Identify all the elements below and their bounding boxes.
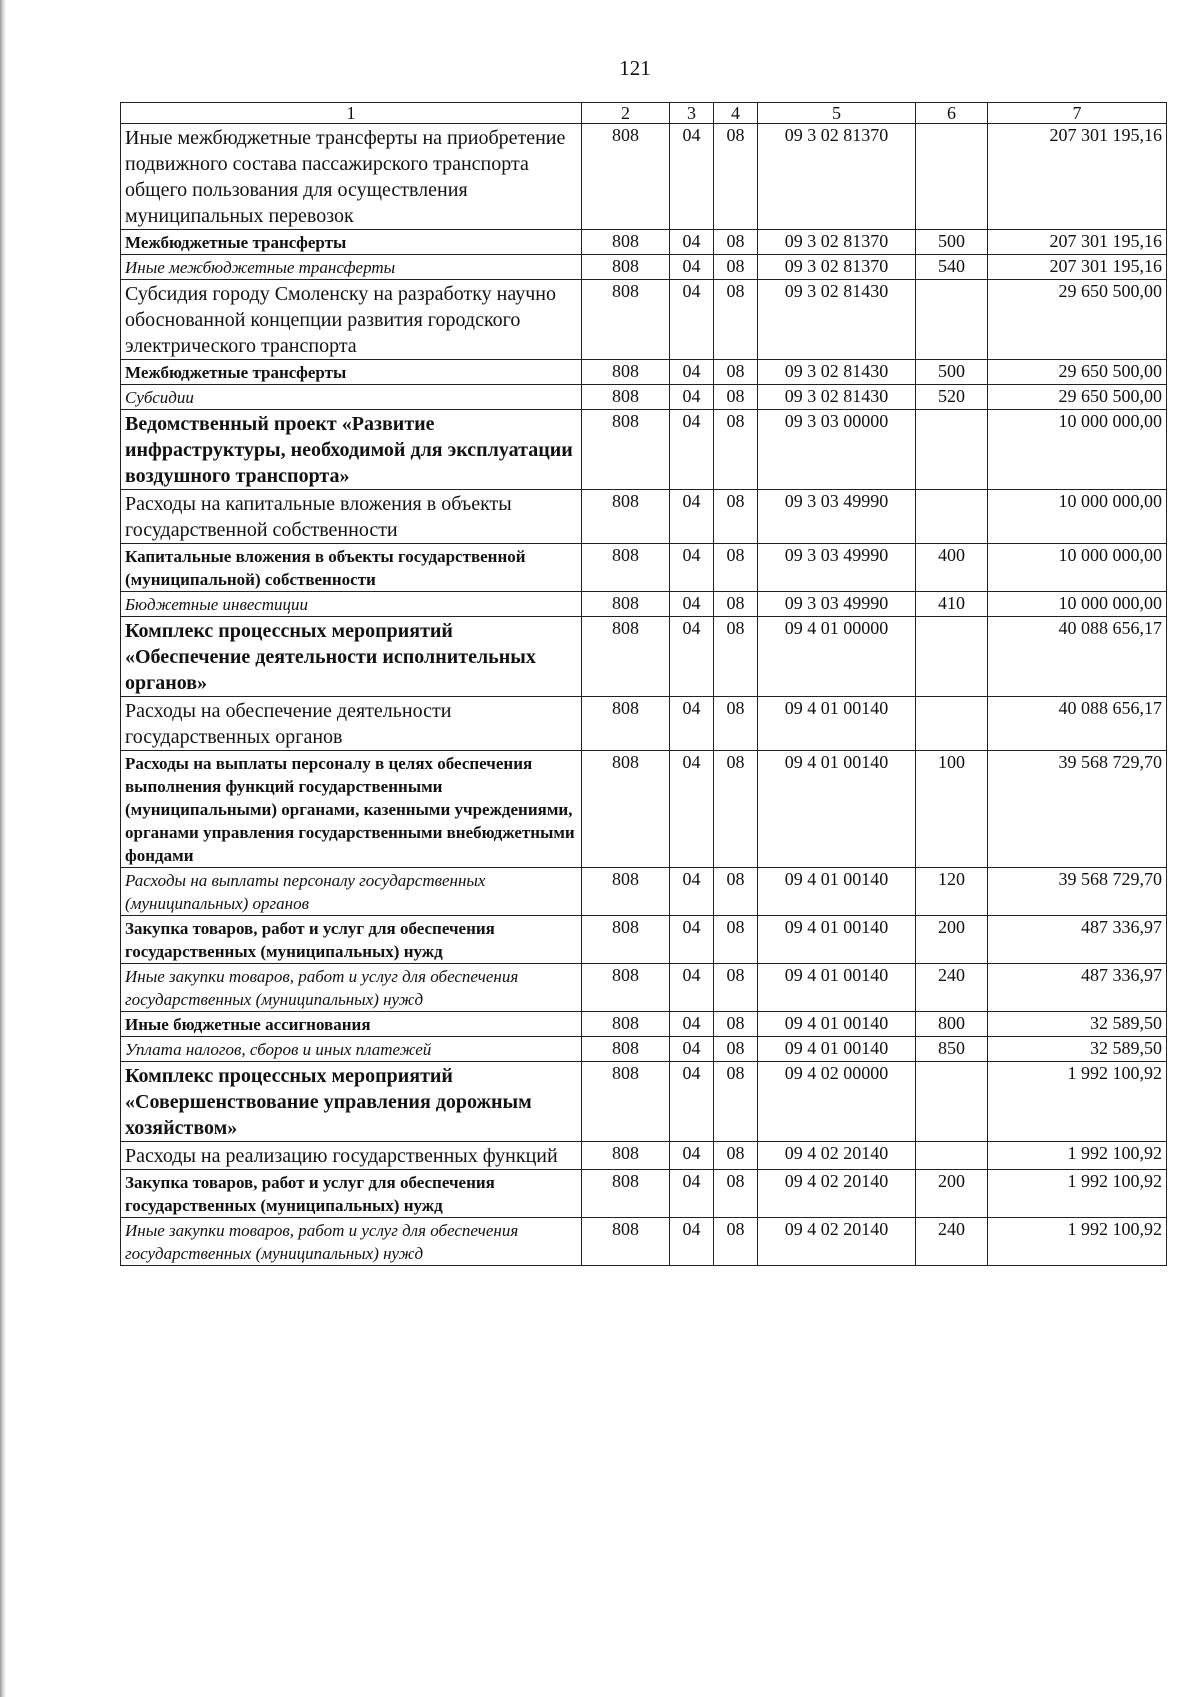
ministry-code-cell: 808 <box>582 230 670 255</box>
expense-type-code-cell: 500 <box>916 360 988 385</box>
row-name-cell: Закупка товаров, работ и услуг для обеспечения государственных (муниципальных) нужд <box>121 916 582 964</box>
amount-cell: 10 000 000,00 <box>988 544 1167 592</box>
target-article-code-cell: 09 4 01 00140 <box>758 1012 916 1037</box>
section-code-cell: 04 <box>670 868 714 916</box>
ministry-code-cell: 808 <box>582 385 670 410</box>
ministry-code-cell: 808 <box>582 255 670 280</box>
amount-cell: 29 650 500,00 <box>988 360 1167 385</box>
subsection-code-cell: 08 <box>714 230 758 255</box>
expense-type-code-cell: 240 <box>916 1218 988 1266</box>
header-row <box>121 103 1167 124</box>
table-row <box>121 868 1167 916</box>
subsection-code-cell: 08 <box>714 751 758 868</box>
section-code-cell: 04 <box>670 124 714 230</box>
row-name-cell: Ведомственный проект «Развитие инфраструктуры, необходимой для эксплуатации воздушного транспорта» <box>121 410 582 490</box>
header-cell: 6 <box>916 103 988 124</box>
expense-type-code-cell <box>916 124 988 230</box>
ministry-code-cell: 808 <box>582 544 670 592</box>
row-name-cell: Комплекс процессных мероприятий «Совершенствование управления дорожным хозяйством» <box>121 1062 582 1142</box>
subsection-code-cell: 08 <box>714 964 758 1012</box>
section-code-cell: 04 <box>670 964 714 1012</box>
target-article-code-cell: 09 3 03 49990 <box>758 544 916 592</box>
target-article-code-cell: 09 4 01 00140 <box>758 697 916 751</box>
section-code-cell: 04 <box>670 1218 714 1266</box>
expense-type-code-cell: 200 <box>916 916 988 964</box>
table-row <box>121 916 1167 964</box>
subsection-code-cell: 08 <box>714 592 758 617</box>
row-name-cell: Расходы на обеспечение деятельности государственных органов <box>121 697 582 751</box>
header-cell: 3 <box>670 103 714 124</box>
ministry-code-cell: 808 <box>582 360 670 385</box>
ministry-code-cell: 808 <box>582 697 670 751</box>
amount-cell: 10 000 000,00 <box>988 592 1167 617</box>
table-row <box>121 1142 1167 1170</box>
amount-cell: 32 589,50 <box>988 1037 1167 1062</box>
target-article-code-cell: 09 4 01 00140 <box>758 964 916 1012</box>
target-article-code-cell: 09 3 02 81430 <box>758 385 916 410</box>
target-article-code-cell: 09 4 01 00140 <box>758 868 916 916</box>
page-number: 121 <box>619 56 651 80</box>
amount-cell: 10 000 000,00 <box>988 490 1167 544</box>
expense-type-code-cell: 400 <box>916 544 988 592</box>
row-name-cell: Иные бюджетные ассигнования <box>121 1012 582 1037</box>
section-code-cell: 04 <box>670 1037 714 1062</box>
expense-type-code-cell: 800 <box>916 1012 988 1037</box>
section-code-cell: 04 <box>670 1142 714 1170</box>
table-row <box>121 385 1167 410</box>
ministry-code-cell: 808 <box>582 1170 670 1218</box>
section-code-cell: 04 <box>670 490 714 544</box>
table-row <box>121 544 1167 592</box>
table-row <box>121 1037 1167 1062</box>
section-code-cell: 04 <box>670 697 714 751</box>
header-cell: 2 <box>582 103 670 124</box>
row-name-cell: Иные закупки товаров, работ и услуг для обеспечения государственных (муниципальных) нужд <box>121 1218 582 1266</box>
expense-type-code-cell: 500 <box>916 230 988 255</box>
target-article-code-cell: 09 3 02 81430 <box>758 280 916 360</box>
table-row <box>121 255 1167 280</box>
section-code-cell: 04 <box>670 1012 714 1037</box>
expense-type-code-cell <box>916 1142 988 1170</box>
row-name-cell: Уплата налогов, сборов и иных платежей <box>121 1037 582 1062</box>
header-cell: 1 <box>121 103 582 124</box>
target-article-code-cell: 09 3 02 81370 <box>758 255 916 280</box>
subsection-code-cell: 08 <box>714 1170 758 1218</box>
subsection-code-cell: 08 <box>714 124 758 230</box>
target-article-code-cell: 09 4 02 20140 <box>758 1218 916 1266</box>
ministry-code-cell: 808 <box>582 1062 670 1142</box>
section-code-cell: 04 <box>670 230 714 255</box>
ministry-code-cell: 808 <box>582 751 670 868</box>
table-row <box>121 617 1167 697</box>
expense-type-code-cell: 410 <box>916 592 988 617</box>
table-row <box>121 964 1167 1012</box>
amount-cell: 29 650 500,00 <box>988 280 1167 360</box>
ministry-code-cell: 808 <box>582 1012 670 1037</box>
section-code-cell: 04 <box>670 255 714 280</box>
subsection-code-cell: 08 <box>714 1012 758 1037</box>
table-row <box>121 360 1167 385</box>
table-row <box>121 280 1167 360</box>
subsection-code-cell: 08 <box>714 360 758 385</box>
section-code-cell: 04 <box>670 1062 714 1142</box>
expense-type-code-cell <box>916 1062 988 1142</box>
section-code-cell: 04 <box>670 410 714 490</box>
expense-type-code-cell: 100 <box>916 751 988 868</box>
table-row <box>121 1062 1167 1142</box>
subsection-code-cell: 08 <box>714 490 758 544</box>
amount-cell: 29 650 500,00 <box>988 385 1167 410</box>
row-name-cell: Закупка товаров, работ и услуг для обеспечения государственных (муниципальных) нужд <box>121 1170 582 1218</box>
section-code-cell: 04 <box>670 385 714 410</box>
ministry-code-cell: 808 <box>582 280 670 360</box>
ministry-code-cell: 808 <box>582 124 670 230</box>
ministry-code-cell: 808 <box>582 617 670 697</box>
row-name-cell: Расходы на реализацию государственных функций <box>121 1142 582 1170</box>
target-article-code-cell: 09 3 02 81370 <box>758 124 916 230</box>
section-code-cell: 04 <box>670 1170 714 1218</box>
ministry-code-cell: 808 <box>582 1037 670 1062</box>
subsection-code-cell: 08 <box>714 868 758 916</box>
table-row <box>121 230 1167 255</box>
row-name-cell: Иные закупки товаров, работ и услуг для обеспечения государственных (муниципальных) нужд <box>121 964 582 1012</box>
budget-table <box>120 102 1167 1266</box>
target-article-code-cell: 09 4 02 00000 <box>758 1062 916 1142</box>
expense-type-code-cell <box>916 697 988 751</box>
target-article-code-cell: 09 4 01 00140 <box>758 1037 916 1062</box>
target-article-code-cell: 09 3 03 00000 <box>758 410 916 490</box>
scan-edge <box>0 0 6 1697</box>
expense-type-code-cell: 240 <box>916 964 988 1012</box>
amount-cell: 1 992 100,92 <box>988 1062 1167 1142</box>
amount-cell: 1 992 100,92 <box>988 1142 1167 1170</box>
target-article-code-cell: 09 4 01 00140 <box>758 751 916 868</box>
row-name-cell: Расходы на выплаты персоналу в целях обеспечения выполнения функций государственными (муниципальными) органами, казенными учреждениями, органами управления государственными внебюджетными фондами <box>121 751 582 868</box>
row-name-cell: Межбюджетные трансферты <box>121 230 582 255</box>
subsection-code-cell: 08 <box>714 1062 758 1142</box>
header-cell: 4 <box>714 103 758 124</box>
ministry-code-cell: 808 <box>582 868 670 916</box>
amount-cell: 487 336,97 <box>988 964 1167 1012</box>
subsection-code-cell: 08 <box>714 280 758 360</box>
amount-cell: 1 992 100,92 <box>988 1218 1167 1266</box>
target-article-code-cell: 09 3 03 49990 <box>758 490 916 544</box>
row-name-cell: Бюджетные инвестиции <box>121 592 582 617</box>
target-article-code-cell: 09 3 03 49990 <box>758 592 916 617</box>
subsection-code-cell: 08 <box>714 255 758 280</box>
target-article-code-cell: 09 3 02 81430 <box>758 360 916 385</box>
subsection-code-cell: 08 <box>714 544 758 592</box>
subsection-code-cell: 08 <box>714 916 758 964</box>
row-name-cell: Капитальные вложения в объекты государственной (муниципальной) собственности <box>121 544 582 592</box>
expense-type-code-cell <box>916 410 988 490</box>
row-name-cell: Расходы на капитальные вложения в объекты государственной собственности <box>121 490 582 544</box>
expense-type-code-cell <box>916 280 988 360</box>
target-article-code-cell: 09 4 02 20140 <box>758 1170 916 1218</box>
table-row <box>121 490 1167 544</box>
section-code-cell: 04 <box>670 751 714 868</box>
header-cell: 5 <box>758 103 916 124</box>
section-code-cell: 04 <box>670 592 714 617</box>
target-article-code-cell: 09 4 02 20140 <box>758 1142 916 1170</box>
ministry-code-cell: 808 <box>582 490 670 544</box>
section-code-cell: 04 <box>670 360 714 385</box>
row-name-cell: Иные межбюджетные трансферты <box>121 255 582 280</box>
section-code-cell: 04 <box>670 916 714 964</box>
expense-type-code-cell: 200 <box>916 1170 988 1218</box>
amount-cell: 207 301 195,16 <box>988 230 1167 255</box>
table-row <box>121 410 1167 490</box>
expense-type-code-cell: 120 <box>916 868 988 916</box>
ministry-code-cell: 808 <box>582 1218 670 1266</box>
table-row <box>121 751 1167 868</box>
table-row <box>121 1012 1167 1037</box>
ministry-code-cell: 808 <box>582 964 670 1012</box>
expense-type-code-cell: 850 <box>916 1037 988 1062</box>
ministry-code-cell: 808 <box>582 410 670 490</box>
row-name-cell: Межбюджетные трансферты <box>121 360 582 385</box>
table-body <box>121 103 1167 1266</box>
amount-cell: 1 992 100,92 <box>988 1170 1167 1218</box>
section-code-cell: 04 <box>670 617 714 697</box>
row-name-cell: Расходы на выплаты персоналу государственных (муниципальных) органов <box>121 868 582 916</box>
section-code-cell: 04 <box>670 544 714 592</box>
amount-cell: 40 088 656,17 <box>988 697 1167 751</box>
expense-type-code-cell: 540 <box>916 255 988 280</box>
table-row <box>121 592 1167 617</box>
subsection-code-cell: 08 <box>714 1218 758 1266</box>
amount-cell: 10 000 000,00 <box>988 410 1167 490</box>
table-row <box>121 124 1167 230</box>
amount-cell: 39 568 729,70 <box>988 751 1167 868</box>
table-row <box>121 1170 1167 1218</box>
section-code-cell: 04 <box>670 280 714 360</box>
ministry-code-cell: 808 <box>582 592 670 617</box>
ministry-code-cell: 808 <box>582 916 670 964</box>
target-article-code-cell: 09 4 01 00140 <box>758 916 916 964</box>
target-article-code-cell: 09 3 02 81370 <box>758 230 916 255</box>
table-row <box>121 697 1167 751</box>
subsection-code-cell: 08 <box>714 617 758 697</box>
subsection-code-cell: 08 <box>714 697 758 751</box>
amount-cell: 207 301 195,16 <box>988 124 1167 230</box>
target-article-code-cell: 09 4 01 00000 <box>758 617 916 697</box>
subsection-code-cell: 08 <box>714 410 758 490</box>
header-cell: 7 <box>988 103 1167 124</box>
row-name-cell: Иные межбюджетные трансферты на приобретение подвижного состава пассажирского транспорта общего пользования для осуществления муниципальных перевозок <box>121 124 582 230</box>
subsection-code-cell: 08 <box>714 385 758 410</box>
row-name-cell: Комплекс процессных мероприятий «Обеспечение деятельности исполнительных органов» <box>121 617 582 697</box>
row-name-cell: Субсидии <box>121 385 582 410</box>
amount-cell: 39 568 729,70 <box>988 868 1167 916</box>
expense-type-code-cell <box>916 617 988 697</box>
row-name-cell: Субсидия городу Смоленску на разработку научно обоснованной концепции развития городского электрического транспорта <box>121 280 582 360</box>
amount-cell: 207 301 195,16 <box>988 255 1167 280</box>
expense-type-code-cell <box>916 490 988 544</box>
subsection-code-cell: 08 <box>714 1142 758 1170</box>
subsection-code-cell: 08 <box>714 1037 758 1062</box>
amount-cell: 40 088 656,17 <box>988 617 1167 697</box>
table-row <box>121 1218 1167 1266</box>
expense-type-code-cell: 520 <box>916 385 988 410</box>
amount-cell: 32 589,50 <box>988 1012 1167 1037</box>
ministry-code-cell: 808 <box>582 1142 670 1170</box>
amount-cell: 487 336,97 <box>988 916 1167 964</box>
